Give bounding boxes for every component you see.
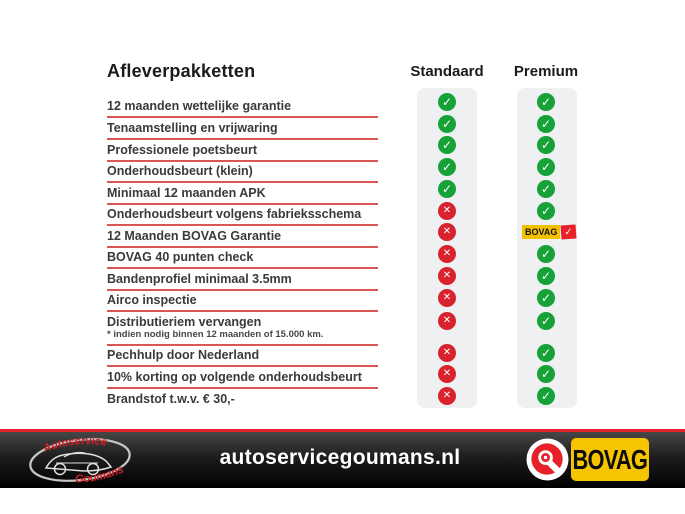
row-label: Airco inspectie — [107, 293, 197, 308]
table-row — [107, 367, 378, 389]
check-icon: ✓ — [438, 180, 456, 198]
row-label: Brandstof t.w.v. € 30,- — [107, 392, 235, 407]
table-row — [107, 183, 378, 205]
check-icon: ✓ — [537, 136, 555, 154]
car-body-sketch — [46, 453, 111, 471]
logo-text-autoservice: Autoservice — [41, 435, 108, 455]
autoservice-goumans-logo — [22, 433, 144, 486]
cross-icon: ✕ — [438, 267, 456, 285]
row-label: Professionele poetsbeurt — [107, 142, 258, 157]
row-label: 12 Maanden BOVAG Garantie — [107, 228, 282, 243]
check-icon: ✓ — [537, 312, 555, 330]
check-icon: ✓ — [537, 93, 555, 111]
row-label: Onderhoudsbeurt volgens fabrieksschema — [107, 207, 362, 222]
check-icon: ✓ — [438, 136, 456, 154]
cross-icon: ✕ — [438, 365, 456, 383]
check-icon: ✓ — [537, 245, 555, 263]
table-row — [107, 96, 378, 118]
check-icon: ✓ — [438, 93, 456, 111]
check-icon: ✓ — [537, 267, 555, 285]
svg-text:Goumans — [75, 463, 126, 485]
table-row — [107, 291, 378, 313]
check-icon: ✓ — [438, 158, 456, 176]
row-label: Pechhulp door Nederland — [107, 348, 260, 363]
bovag-wordmark-label: BOVAG — [572, 443, 648, 475]
bovag-q-icon — [526, 438, 569, 481]
table-row — [107, 312, 378, 346]
table-row — [107, 205, 378, 227]
cross-icon: ✕ — [438, 223, 456, 241]
check-icon: ✓ — [438, 115, 456, 133]
cross-icon: ✕ — [438, 312, 456, 330]
row-label: Distributieriem vervangen — [107, 314, 262, 329]
row-label: 12 maanden wettelijke garantie — [107, 98, 292, 113]
cross-icon: ✕ — [438, 289, 456, 307]
cross-icon: ✕ — [438, 202, 456, 220]
bovag-badge — [522, 225, 576, 239]
row-label: Minimaal 12 maanden APK — [107, 185, 266, 200]
cross-icon: ✕ — [438, 344, 456, 362]
check-icon: ✓ — [537, 387, 555, 405]
svg-text:Autoservice — [41, 435, 108, 455]
table-row — [107, 226, 378, 248]
row-label: Tenaamstelling en vrijwaring — [107, 120, 278, 135]
check-icon: ✓ — [537, 202, 555, 220]
cross-icon: ✕ — [438, 245, 456, 263]
row-label: Bandenprofiel minimaal 3.5mm — [107, 271, 292, 286]
row-label: Onderhoudsbeurt (klein) — [107, 164, 253, 179]
row-label: BOVAG 40 punten check — [107, 250, 254, 265]
check-icon: ✓ — [537, 158, 555, 176]
check-icon: ✓ — [537, 344, 555, 362]
page-title: Afleverpakketten — [107, 61, 256, 81]
table-row — [107, 118, 378, 140]
footer-bar — [0, 432, 685, 488]
row-note: * indien nodig binnen 12 maanden of 15.000 km. — [107, 329, 324, 341]
table-row — [107, 346, 378, 368]
table-row — [107, 269, 378, 291]
column-header-premium: Premium — [513, 63, 579, 80]
bovag-badge-label: BOVAG — [522, 225, 560, 239]
logo-text-goumans: Goumans — [75, 463, 126, 486]
cross-icon: ✕ — [438, 387, 456, 405]
table-row — [107, 162, 378, 184]
website-url: autoservicegoumans.nl — [219, 446, 461, 469]
table-row — [107, 389, 378, 411]
table-row — [107, 248, 378, 270]
check-icon: ✓ — [537, 115, 555, 133]
bovag-logo — [526, 438, 649, 481]
check-icon: ✓ — [537, 180, 555, 198]
table-row — [107, 140, 378, 162]
bovag-badge-check-icon: ✓ — [561, 224, 577, 239]
row-label: 10% korting op volgende onderhoudsbeurt — [107, 369, 362, 384]
check-icon: ✓ — [537, 289, 555, 307]
column-header-standaard: Standaard — [410, 63, 484, 80]
bovag-wordmark — [571, 438, 649, 481]
check-icon: ✓ — [537, 365, 555, 383]
